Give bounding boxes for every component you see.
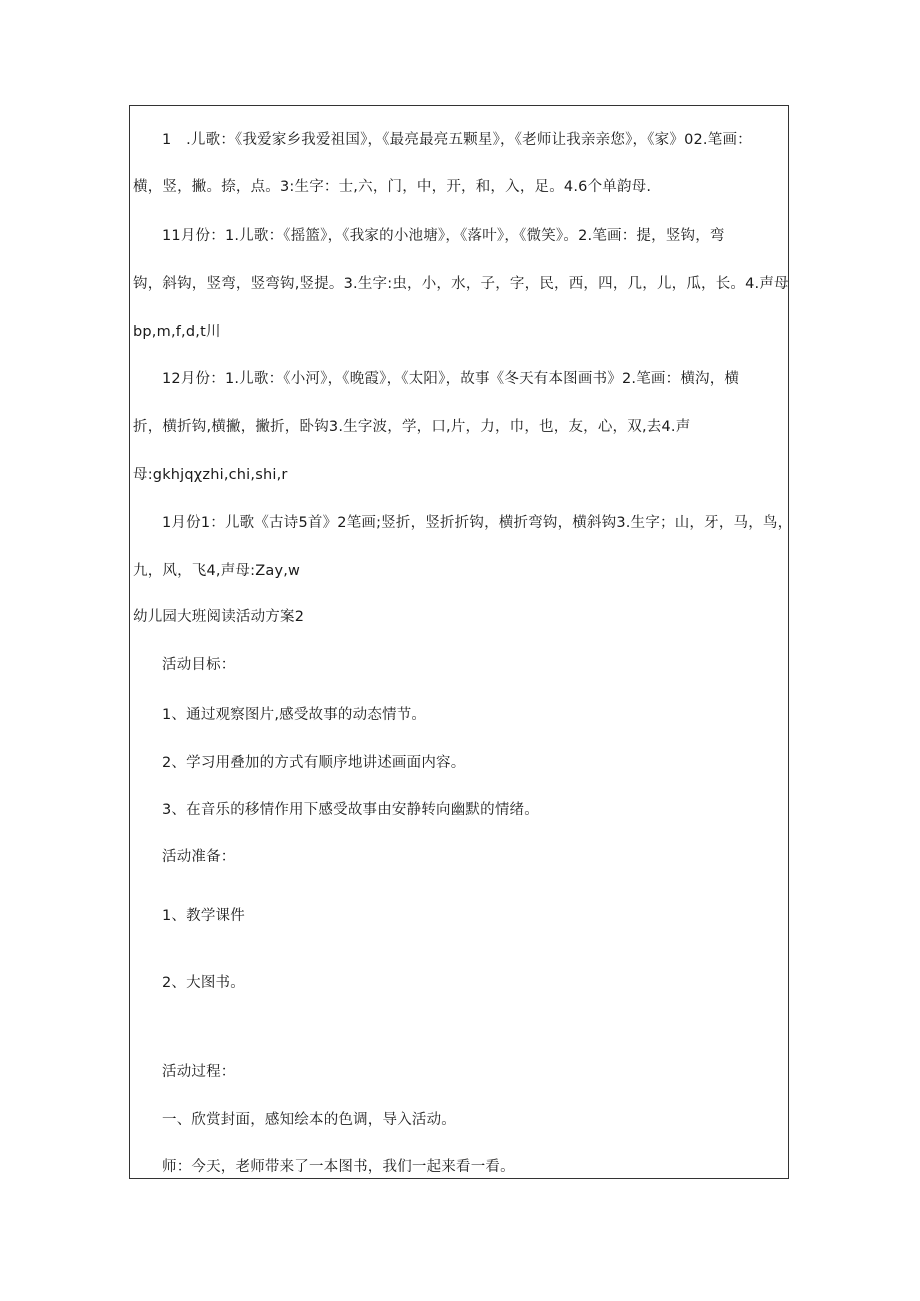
list-item: 1、通过观察图片,感受故事的动态情节。 (162, 707, 427, 723)
list-item: 2、大图书。 (162, 975, 245, 991)
paragraph: 一、欣赏封面，感知绘本的色调，导入活动。 (162, 1112, 456, 1128)
heading-objectives: 活动目标： (162, 657, 236, 673)
text-line: 1 .儿歌：《我爱家乡我爱祖国》，《最亮最亮五颗星》，《老师让我亲亲您》，《家》02.笔画： (162, 132, 752, 148)
text-line: 母:gkhjqχzhi,chi,shi,r (133, 467, 288, 483)
text-line: 12月份：1.儿歌：《小河》，《晚霞》，《太阳》，故事《冬天有本图画书》2.笔画：横沟，横 (162, 371, 740, 387)
text-line: 横，竖，撇。捺，点。3:生字：士,六，门，中，开，和，入，足。4.6个单韵母. (133, 179, 652, 195)
list-item: 3、在音乐的移情作用下感受故事由安静转向幽默的情绪。 (162, 802, 539, 818)
list-item: 1、教学课件 (162, 908, 245, 924)
text-line: 1月份1：儿歌《古诗5首》2笔画;竖折，竖折折钩，横折弯钩，横斜钩3.生字；山，牙，马，鸟， (162, 515, 793, 531)
text-line: 11月份：1.儿歌：《摇篮》，《我家的小池塘》，《落叶》，《微笑》。2.笔画：提，竖钩，弯 (162, 228, 725, 244)
text-line: 九，风，飞4,声母:Zay,w (133, 563, 301, 579)
heading-preparation: 活动准备： (162, 849, 236, 865)
text-line: 折，横折钩,横撇，撇折，卧钩3.生字波，学，口,片，力，巾，也，友，心，双,去4.声 (133, 419, 691, 435)
paragraph: 师：今天，老师带来了一本图书，我们一起来看一看。 (162, 1159, 515, 1175)
text-line: 钩，斜钩，竖弯，竖弯钩,竖提。3.生字:虫，小，水，子，字，民，西，四，几，儿，瓜，长。4.声母 (133, 276, 789, 292)
section-title: 幼儿园大班阅读活动方案2 (133, 609, 305, 625)
document-frame (129, 105, 789, 1179)
list-item: 2、学习用叠加的方式有顺序地讲述画面内容。 (162, 755, 466, 771)
text-line: bp,m,f,d,t川 (133, 324, 221, 340)
heading-process: 活动过程： (162, 1064, 236, 1080)
